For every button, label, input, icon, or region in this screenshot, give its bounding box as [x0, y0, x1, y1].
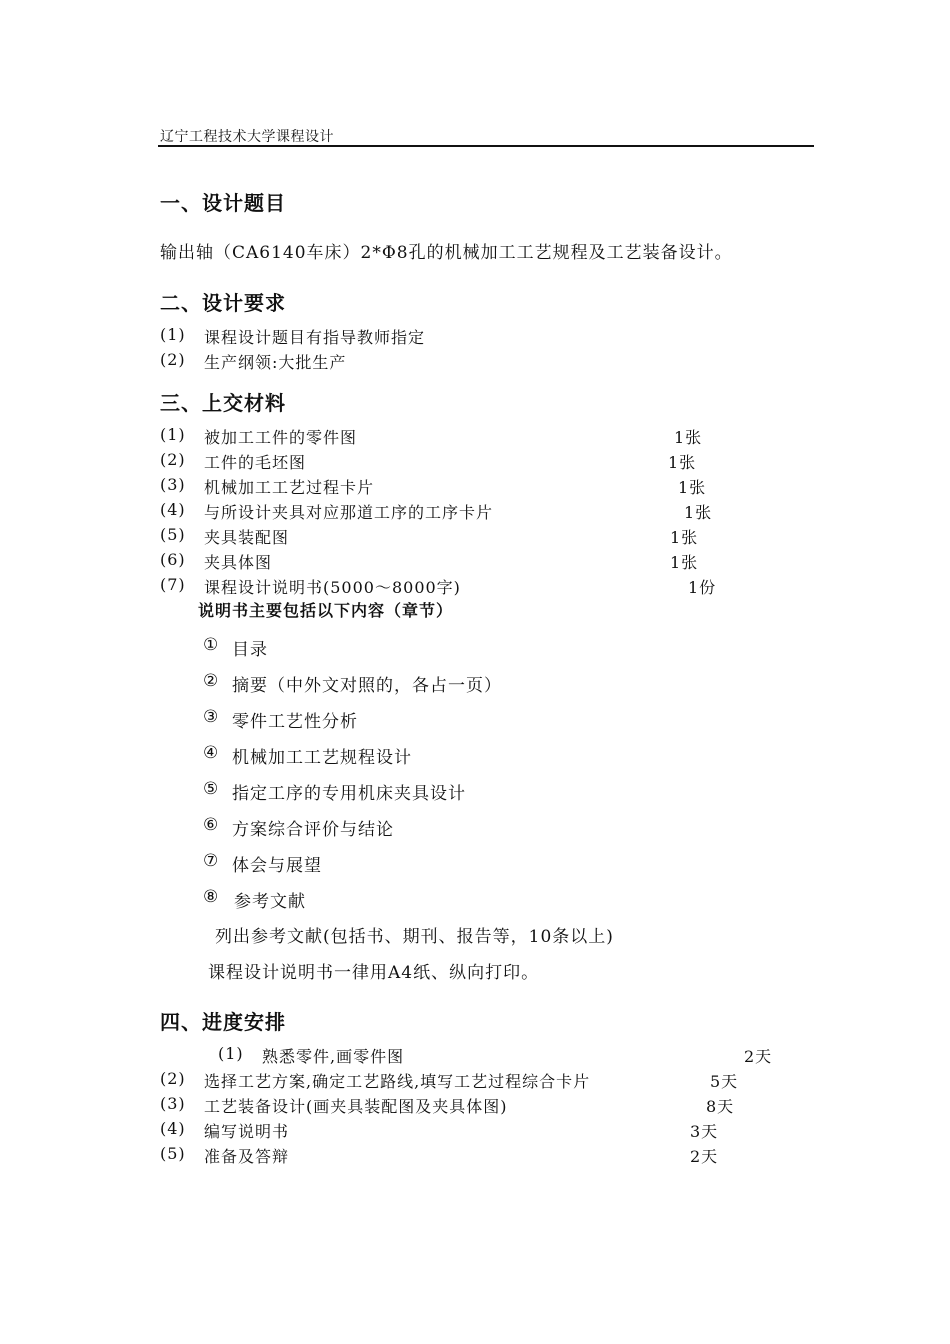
item-text: 机械加工工艺过程卡片 — [204, 478, 375, 497]
chapter-marker: ⑤ — [203, 779, 220, 799]
chapter-marker: ④ — [203, 743, 220, 763]
item-text: 与所设计夹具对应那道工序的工序卡片 — [204, 503, 494, 522]
header-divider — [158, 145, 814, 147]
chapter-text: 零件工艺性分析 — [232, 712, 358, 732]
chapter-text: 参考文献 — [234, 892, 306, 912]
item-text: 准备及答辩 — [204, 1147, 290, 1166]
item-quantity: 1份 — [688, 578, 717, 597]
item-text: 课程设计说明书(5000～8000字) — [204, 578, 461, 597]
item-duration: 2天 — [690, 1147, 719, 1166]
item-number: (2) — [160, 1069, 186, 1088]
item-quantity: 1张 — [678, 478, 707, 497]
chapter-marker: ③ — [203, 707, 220, 727]
item-text: 熟悉零件,画零件图 — [262, 1047, 405, 1066]
section-2-title: 二、设计要求 — [160, 291, 286, 315]
chapter-text: 机械加工工艺规程设计 — [232, 748, 412, 768]
item-text: 选择工艺方案,确定工艺路线,填写工艺过程综合卡片 — [204, 1072, 591, 1091]
item-duration: 5天 — [710, 1072, 739, 1091]
item-text: 被加工工件的零件图 — [204, 428, 358, 447]
item-number: (1) — [160, 425, 186, 444]
item-text: 生产纲领:大批生产 — [204, 353, 347, 372]
item-number: (2) — [160, 450, 186, 469]
item-number: (4) — [160, 500, 186, 519]
chapter-marker: ⑦ — [203, 851, 220, 871]
item-text: 课程设计题目有指导教师指定 — [204, 328, 426, 347]
chapter-text: 指定工序的专用机床夹具设计 — [232, 784, 466, 804]
item-text: 夹具装配图 — [204, 528, 290, 547]
item-duration: 2天 — [744, 1047, 773, 1066]
references-note: 列出参考文献(包括书、期刊、报告等，10条以上) — [215, 927, 614, 947]
chapter-text: 摘要（中外文对照的，各占一页） — [232, 676, 502, 696]
item-quantity: 1张 — [670, 553, 699, 572]
chapter-text: 目录 — [232, 640, 268, 660]
page-header-title: 辽宁工程技术大学课程设计 — [160, 129, 334, 145]
item-number: (2) — [160, 350, 186, 369]
item-number: (7) — [160, 575, 186, 594]
item-number: (1) — [218, 1044, 244, 1063]
item-text: 编写说明书 — [204, 1122, 290, 1141]
item-number: (1) — [160, 325, 186, 344]
item-number: (3) — [160, 475, 186, 494]
item-duration: 8天 — [706, 1097, 735, 1116]
item-quantity: 1张 — [674, 428, 703, 447]
item-quantity: 1张 — [684, 503, 713, 522]
item-number: (5) — [160, 1144, 186, 1163]
item-number: (3) — [160, 1094, 186, 1113]
manual-contents-subtitle: 说明书主要包括以下内容（章节） — [198, 601, 454, 620]
section-1-title: 一、设计题目 — [160, 191, 286, 215]
chapter-text: 体会与展望 — [232, 856, 322, 876]
item-quantity: 1张 — [670, 528, 699, 547]
chapter-marker: ② — [203, 671, 220, 691]
item-text: 工件的毛坯图 — [204, 453, 307, 472]
item-number: (4) — [160, 1119, 186, 1138]
printing-note: 课程设计说明书一律用A4纸、纵向打印。 — [208, 963, 540, 983]
item-text: 工艺装备设计(画夹具装配图及夹具体图) — [204, 1097, 508, 1116]
item-number: (5) — [160, 525, 186, 544]
design-topic-text: 输出轴（CA6140车床）2*Φ8孔的机械加工工艺规程及工艺装备设计。 — [160, 243, 733, 263]
item-number: (6) — [160, 550, 186, 569]
chapter-marker: ⑧ — [203, 887, 220, 907]
item-quantity: 1张 — [668, 453, 697, 472]
item-duration: 3天 — [690, 1122, 719, 1141]
section-3-title: 三、上交材料 — [160, 391, 286, 415]
chapter-marker: ⑥ — [203, 815, 220, 835]
section-4-title: 四、进度安排 — [160, 1010, 286, 1034]
chapter-marker: ① — [203, 635, 220, 655]
chapter-text: 方案综合评价与结论 — [232, 820, 394, 840]
item-text: 夹具体图 — [204, 553, 273, 572]
